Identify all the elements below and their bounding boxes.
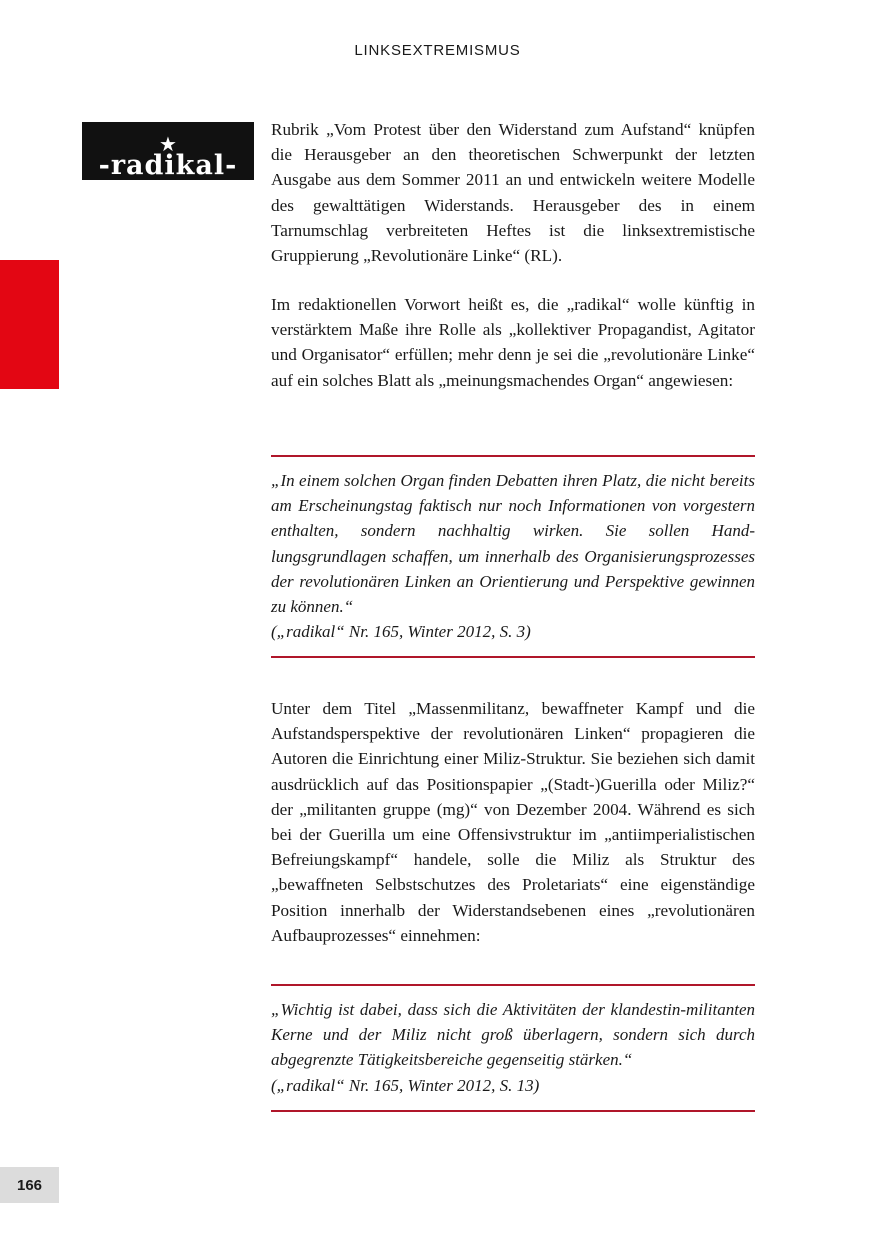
radikal-logo (82, 122, 254, 180)
quote-rule-top (271, 455, 755, 457)
quote-rule-bottom (271, 1110, 755, 1112)
quote-1-text: „In einem solchen Organ finden Debatten ihren Platz, die nicht bereits am Erscheinungstag faktisch nur noch Informationen von vorgestern enthalten, sondern nachhaltig wirken. Sie sollen Handlungsgrundlagen schaffen, um innerhalb des Organisierungsprozesses der revolutionären Linken an Orientierung und Perspektive gewinnen zu können.“ (271, 471, 755, 617)
paragraph-1: Rubrik „Vom Protest über den Widerstand zum Aufstand“ knüpfen die Herausgeber an den theoretischen Schwerpunkt der letzten Ausgabe aus dem Sommer 2011 an und entwickeln weitere Modelle des gewalttätigen Widerstands. Herausgeber des in einem Tarnumschlag verbreiteten Heftes ist die linksextremistische Gruppierung „Revolutionäre Linke“ (RL). (271, 120, 755, 266)
radikal-logo-graphic (82, 122, 254, 180)
quote-rule-top (271, 984, 755, 986)
block-quote-2 (271, 984, 755, 1114)
body-column-lower (271, 696, 755, 948)
body-column-top (271, 117, 755, 268)
running-head: LINKSEXTREMISMUS (354, 42, 521, 59)
quote-2-text: „Wichtig ist dabei, dass sich die Aktivitäten der klandestin-militanten Kerne und der Miliz nicht groß überlagern, sondern sich durch abgegrenzte Tätigkeitsbereiche gegenseitig stärken.“ (271, 1000, 755, 1070)
logo-wordmark: -radikal- (98, 150, 238, 180)
body-column-mid (271, 292, 755, 393)
paragraph-2: Im redaktionellen Vorwort heißt es, die „radikal“ wolle künftig in verstärktem Maße ihre Rolle als „kollektiver Propagandist, Agitator und Organisator“ erfüllen; mehr denn je sei die „revolutionäre Linke“ auf ein solches Blatt als „meinungsmachendes Organ“ angewiesen: (271, 295, 755, 390)
star-icon: ★ (159, 132, 177, 156)
block-quote-1 (271, 455, 755, 660)
page-number: 166 (0, 1167, 59, 1203)
quote-rule-bottom (271, 656, 755, 658)
quote-2-source: („radikal“ Nr. 165, Winter 2012, S. 13) (271, 1075, 540, 1095)
chapter-tab-marker (0, 260, 59, 389)
quote-1-source: („radikal“ Nr. 165, Winter 2012, S. 3) (271, 622, 531, 642)
paragraph-3: Unter dem Titel „Massenmilitanz, bewaffneter Kampf und die Aufstandsperspektive der revolutionären Linken“ propagieren die Autoren die Einrichtung einer Miliz-Struktur. Sie beziehen sich damit ausdrücklich auf das Positionspapier „(Stadt-)Guerilla oder Miliz?“ der „militanten gruppe (mg)“ von Dezember 2004. Während es sich bei der Guerilla um eine Offensivstruktur im „antiimperialistischen Befreiungskampf“ handele, solle die Miliz als Struktur des „bewaffneten Selbstschutzes des Proletariats“ eine eigenständige Position innerhalb der Widerstandsebenen eines „revolutionären Aufbauprozesses“ einnehmen: (271, 699, 755, 945)
